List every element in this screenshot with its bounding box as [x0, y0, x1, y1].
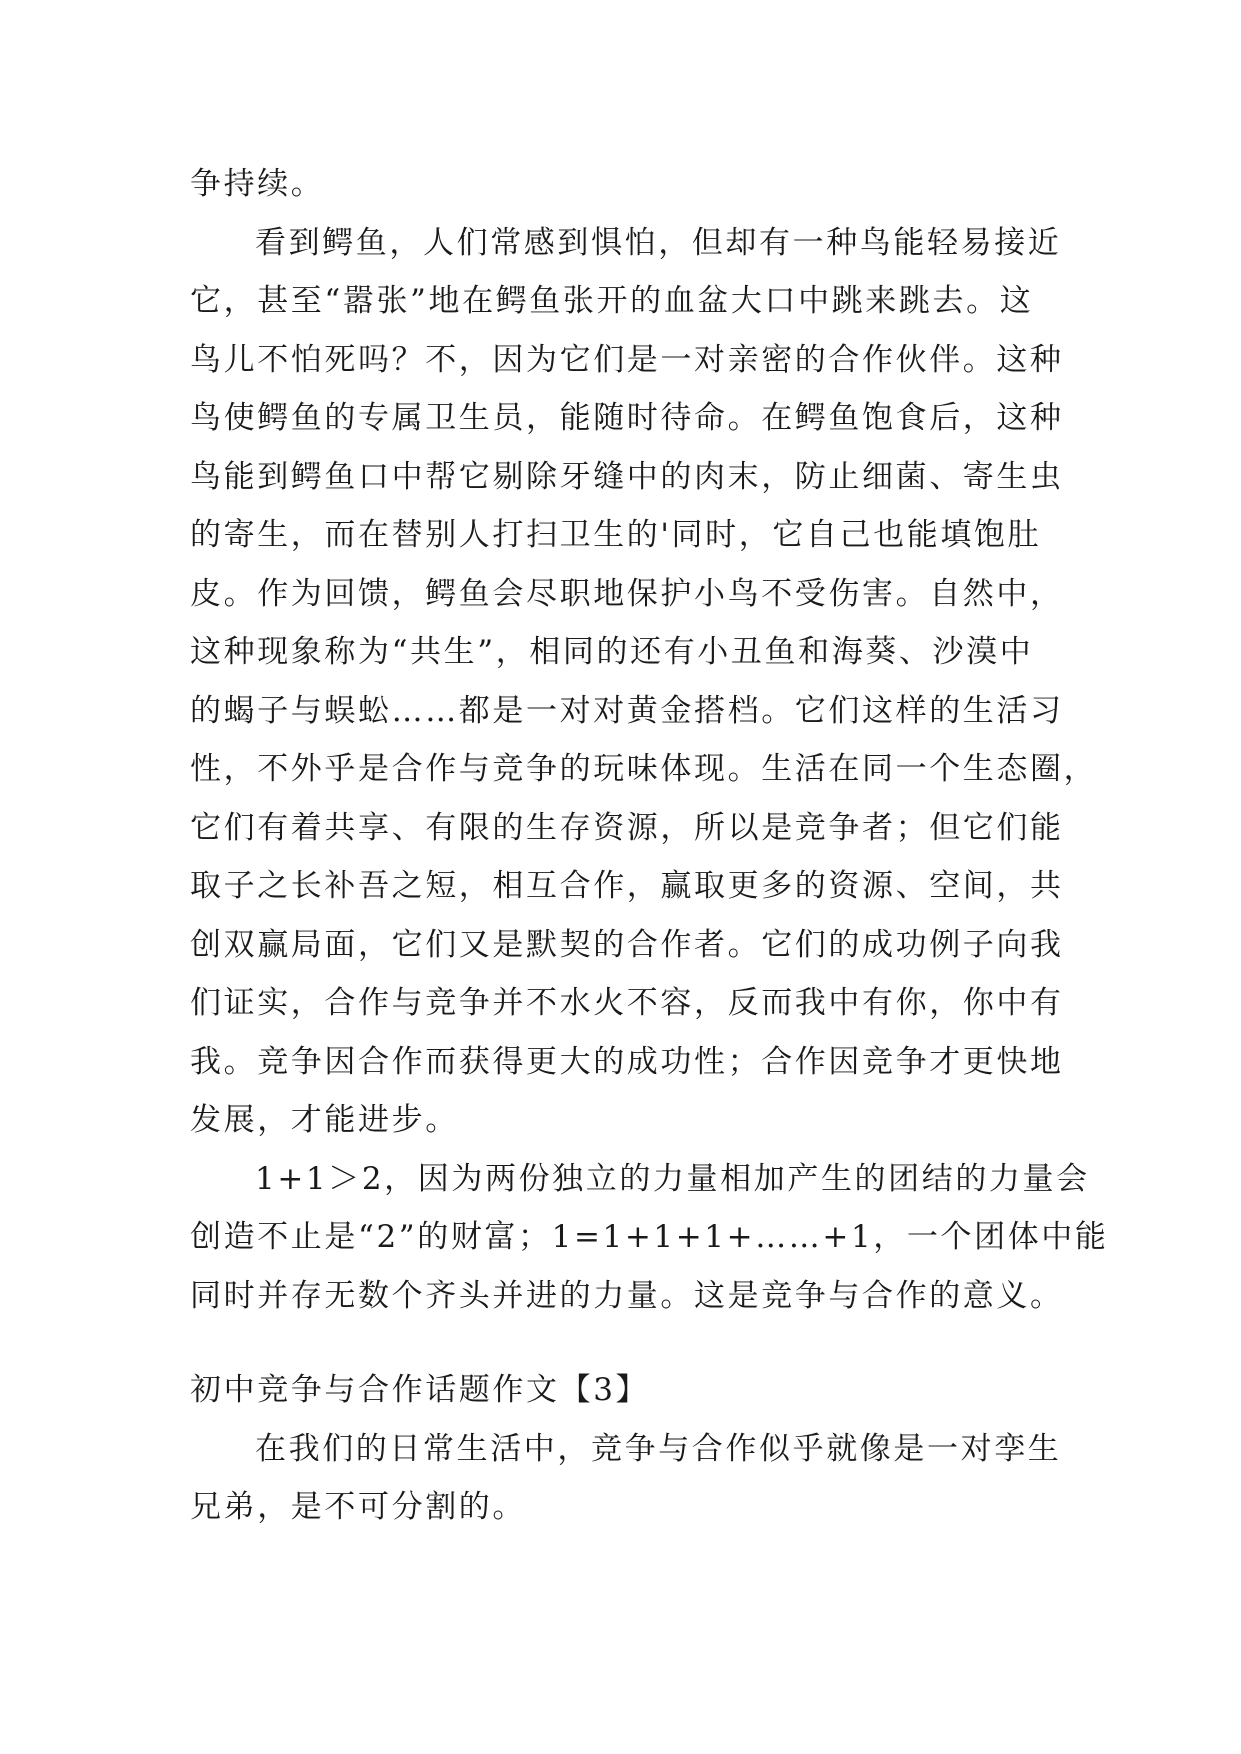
text-line: 创造不止是“2”的财富；1=1+1+1+……+1，一个团体中能 — [190, 1219, 1109, 1255]
text-line: 皮。作为回馈，鳄鱼会尽职地保护小鸟不受伤害。自然中， — [190, 575, 1064, 612]
text-line: 争持续。 — [190, 166, 325, 202]
text-line: 看到鳄鱼，人们常感到惧怕，但却有一种鸟能轻易接近 — [255, 224, 1062, 261]
text-line: 同时并存无数个齐头并进的力量。这是竞争与合作的意义。 — [190, 1277, 1064, 1314]
paragraph — [190, 155, 1056, 214]
text-line: 这种现象称为“共生”，相同的还有小丑鱼和海葵、沙漠中 — [190, 634, 1034, 670]
text-line: 兄弟，是不可分割的。 — [190, 1489, 526, 1525]
text-line: 鸟使鳄鱼的专属卫生员，能随时待命。在鳄鱼饱食后，这种 — [190, 400, 1064, 436]
text-line: 的蝎子与蜈蚣……都是一对对黄金搭档。它们这样的生活习 — [190, 692, 1064, 729]
text-line: 取子之长补吾之短，相互合作，赢取更多的资源、空间，共 — [190, 868, 1064, 904]
text-line: 发展，才能进步。 — [190, 1102, 459, 1138]
section-heading: 初中竞争与合作话题作文【3】 — [190, 1372, 650, 1408]
text-line: 1+1＞2，因为两份独立的力量相加产生的团结的力量会 — [255, 1160, 1090, 1197]
paragraph — [190, 214, 1098, 1150]
text-line: 们证实，合作与竞争并不水火不容，反而我中有你，你中有 — [190, 985, 1064, 1021]
text-line: 它们有着共享、有限的生存资源，所以是竞争者；但它们能 — [190, 809, 1064, 846]
text-line: 它，甚至“嚣张”地在鳄鱼张开的血盆大口中跳来跳去。这 — [190, 283, 1034, 319]
text-line: 我。竞争因合作而获得更大的成功性；合作因竞争才更快地 — [190, 1043, 1064, 1080]
text-line: 性，不外乎是合作与竞争的玩味体现。生活在同一个生态圈， — [190, 751, 1098, 787]
text-line: 鸟能到鳄鱼口中帮它剔除牙缝中的肉末，防止细菌、寄生虫 — [190, 458, 1064, 495]
paragraph — [190, 1150, 1109, 1326]
text-line: 的寄生，而在替别人打扫卫生的'同时，它自己也能填饱肚 — [190, 517, 1042, 553]
text-line: 鸟儿不怕死吗？不，因为它们是一对亲密的合作伙伴。这种 — [190, 341, 1064, 378]
text-line: 创双赢局面，它们又是默契的合作者。它们的成功例子向我 — [190, 926, 1064, 963]
text-line: 在我们的日常生活中，竞争与合作似乎就像是一对孪生 — [255, 1430, 1062, 1467]
paragraph — [190, 1420, 1062, 1537]
document-body — [190, 155, 1109, 1537]
